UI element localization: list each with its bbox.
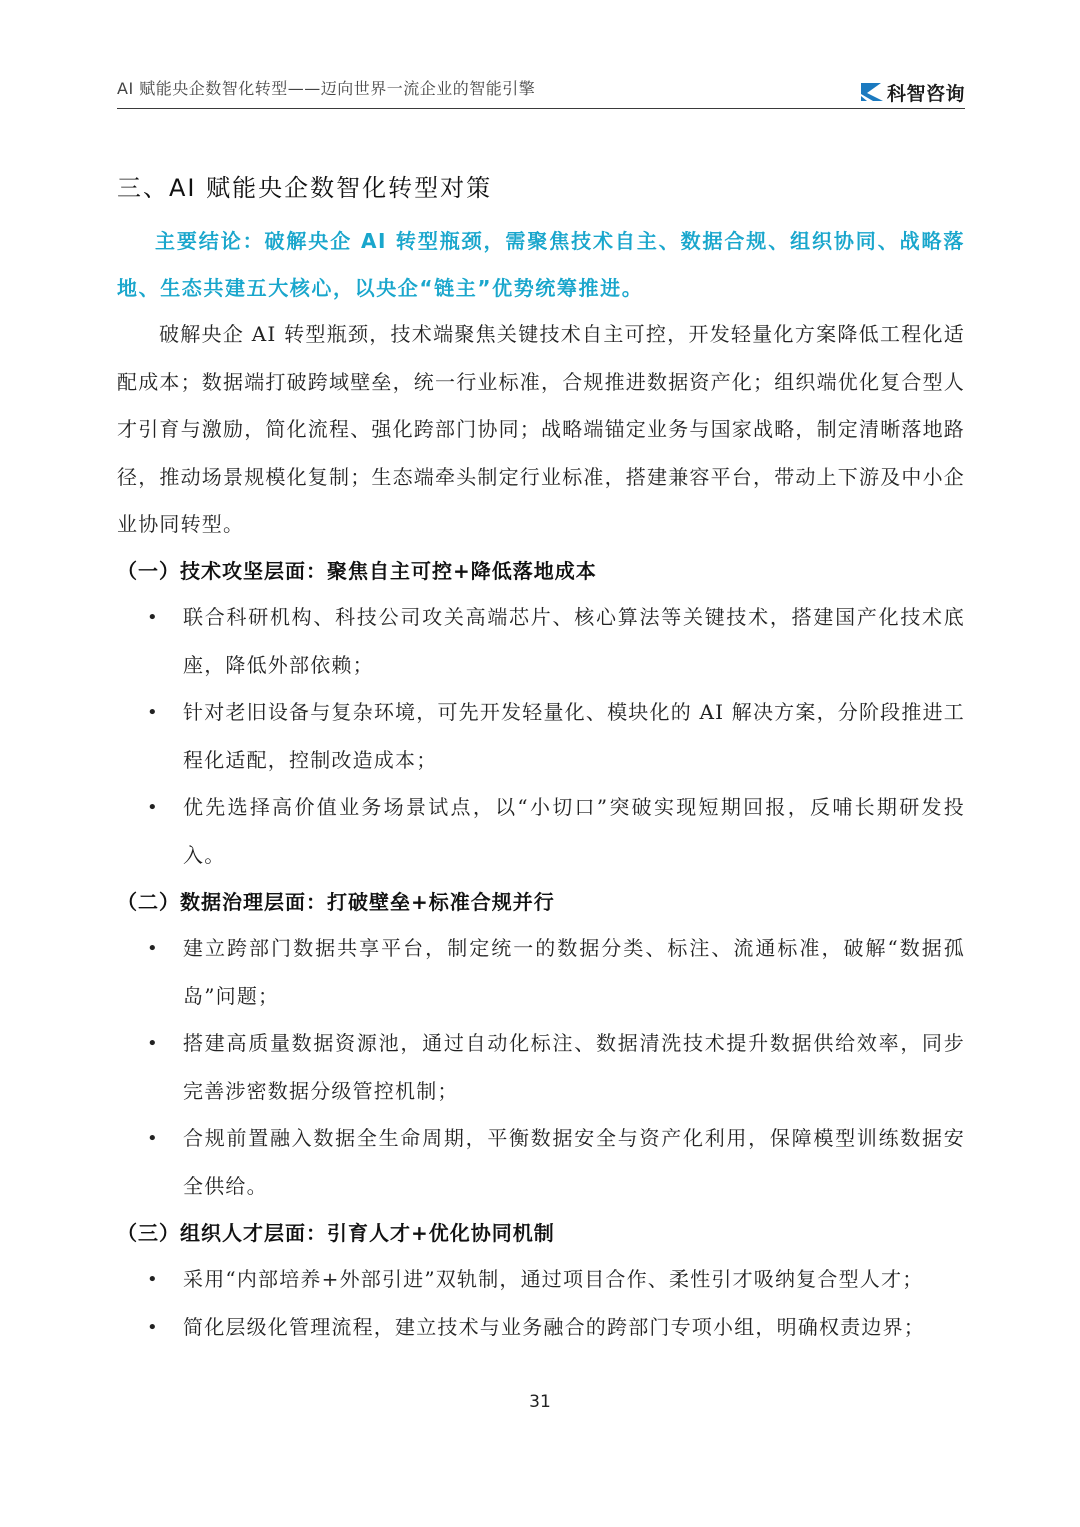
bullet-list-data xyxy=(145,925,965,1210)
header-title: AI 赋能央企数智化转型——迈向世界一流企业的智能引擎 xyxy=(117,79,536,98)
list-item-text: 采用“内部培养+外部引进”双轨制，通过项目合作、柔性引才吸纳复合型人才； xyxy=(183,1267,924,1291)
list-item xyxy=(145,1304,965,1352)
section-title: 三、AI 赋能央企数智化转型对策 xyxy=(117,174,493,202)
bullet-dot: • xyxy=(147,797,159,818)
list-item xyxy=(145,594,965,689)
list-item xyxy=(145,1256,965,1304)
bullet-dot: • xyxy=(147,702,159,723)
company-logo xyxy=(859,78,965,106)
bullet-list-talent xyxy=(145,1256,965,1351)
list-item xyxy=(145,689,965,784)
bullet-dot: • xyxy=(147,1316,159,1338)
subsection-title-data: （二）数据治理层面：打破壁垒+标准合规并行 xyxy=(117,890,555,914)
subsection-title-talent: （三）组织人才层面：引育人才+优化协同机制 xyxy=(117,1221,555,1245)
list-item-text: 针对老旧设备与复杂环境，可先开发轻量化、模块化的 AI 解决方案，分阶段推进工程化适配，控制改造成本； xyxy=(183,700,965,772)
logo-text: 科智咨询 xyxy=(886,82,965,105)
list-item xyxy=(145,784,965,879)
list-item xyxy=(145,1020,965,1115)
kz-logo-icon xyxy=(859,80,885,104)
bullet-dot: • xyxy=(147,1128,159,1149)
bullet-dot: • xyxy=(147,607,159,628)
list-item-text: 简化层级化管理流程，建立技术与业务融合的跨部门专项小组，明确权责边界； xyxy=(183,1314,925,1339)
page-number: 31 xyxy=(529,1392,551,1412)
main-conclusion: 主要结论：破解央企 AI 转型瓶颈，需聚焦技术自主、数据合规、组织协同、战略落地、生态共建五大核心，以央企“链主”优势统筹推进。 xyxy=(117,229,965,300)
intro-paragraph: 破解央企 AI 转型瓶颈，技术端聚焦关键技术自主可控，开发轻量化方案降低工程化适配成本；数据端打破跨域壁垒，统一行业标准，合规推进数据资产化；组织端优化复合型人才引育与激励，简化流程、强化跨部门协同；战略端锚定业务与国家战略，制定清晰落地路径，推动场景规模化复制；生态端牵头制定行业标准，搭建兼容平台，带动上下游及中小企业协同转型。 xyxy=(117,322,965,536)
subsection-title-tech: （一）技术攻坚层面：聚焦自主可控+降低落地成本 xyxy=(117,559,597,583)
bullet-dot: • xyxy=(147,938,159,959)
bullet-dot: • xyxy=(147,1033,159,1054)
list-item-text: 搭建高质量数据资源池，通过自动化标注、数据清洗技术提升数据供给效率，同步完善涉密数据分级管控机制； xyxy=(183,1031,965,1103)
list-item xyxy=(145,925,965,1020)
list-item-text: 联合科研机构、科技公司攻关高端芯片、核心算法等关键技术，搭建国产化技术底座，降低外部依赖； xyxy=(183,605,965,677)
bullet-dot: • xyxy=(147,1269,159,1290)
bullet-list-tech xyxy=(145,594,965,879)
page-header xyxy=(117,70,965,109)
list-item-text: 合规前置融入数据全生命周期，平衡数据安全与资产化利用，保障模型训练数据安全供给。 xyxy=(183,1126,965,1198)
list-item xyxy=(145,1115,965,1210)
list-item-text: 建立跨部门数据共享平台，制定统一的数据分类、标注、流通标准，破解“数据孤岛”问题； xyxy=(183,936,965,1008)
list-item-text: 优先选择高价值业务场景试点，以“小切口”突破实现短期回报，反哺长期研发投入。 xyxy=(183,795,965,867)
